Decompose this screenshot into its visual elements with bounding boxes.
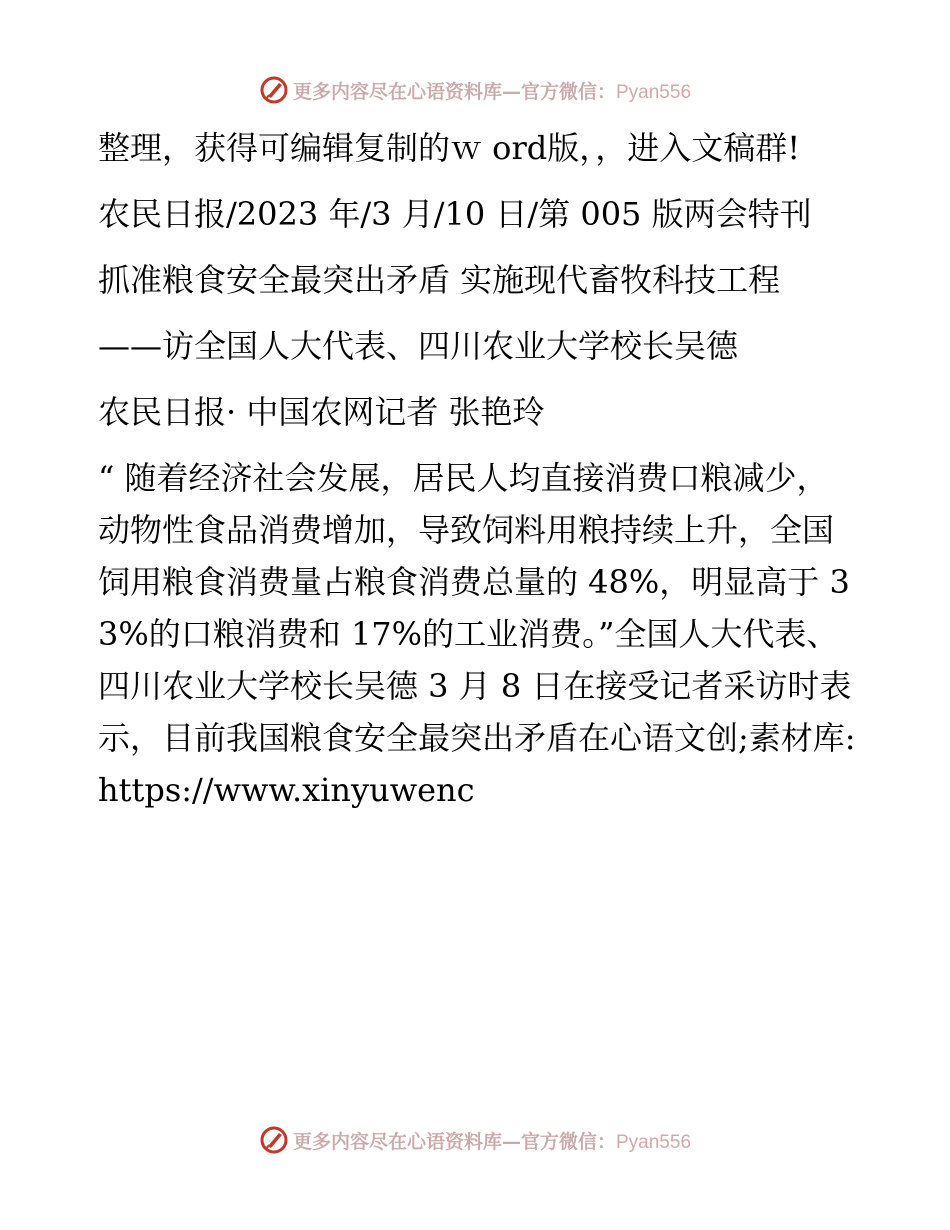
paragraph-source: 农民日报/2023 年/3 月/10 日/第 005 版两会特刊 bbox=[98, 195, 812, 233]
article-body: “ 随着经济社会发展，居民人均直接消费口粮减少，动物性食品消费增加，导致饲料用粮持续上升，全国饲用粮食消费量占粮食消费总量的 48%，明显高于 33%的口粮消费和 17%的工业消费。”全国人大代表、四川农业大学校长吴德 3 月 8 日在接受记者采访时表示，目前我国粮食安全最突出矛盾在心语文创;素材库: https://www.xinyuwenc bbox=[98, 459, 856, 809]
quill-seal-icon bbox=[259, 75, 289, 105]
banner-wechat-id: Pyan556 bbox=[616, 1131, 692, 1153]
banner-title: 更多内容尽在心语资料库—官方微信： bbox=[292, 1130, 616, 1153]
paragraph-gap bbox=[98, 306, 858, 320]
paragraph-gap bbox=[98, 438, 858, 452]
header-banner bbox=[0, 70, 950, 110]
article-headline: 抓准粮食安全最突出矛盾 实施现代畜牧科技工程 bbox=[98, 261, 781, 299]
article-subheadline: ——访全国人大代表、四川农业大学校长吴德 bbox=[98, 327, 739, 365]
footer-banner bbox=[0, 1120, 950, 1160]
paragraph-gap bbox=[98, 240, 858, 254]
paragraph-gap bbox=[98, 174, 858, 188]
banner-text bbox=[293, 77, 691, 104]
banner-text bbox=[293, 1127, 691, 1154]
paragraph-gap bbox=[98, 372, 858, 386]
banner-title: 更多内容尽在心语资料库—官方微信： bbox=[292, 80, 616, 103]
paragraph-intro: 整理，获得可编辑复制的ｗ ord版，，进入文稿群! bbox=[98, 129, 801, 167]
quill-seal-icon bbox=[259, 1125, 289, 1155]
document-body bbox=[98, 122, 858, 816]
banner-wechat-id: Pyan556 bbox=[616, 81, 692, 103]
article-byline: 农民日报· 中国农网记者 张艳玲 bbox=[98, 393, 545, 431]
